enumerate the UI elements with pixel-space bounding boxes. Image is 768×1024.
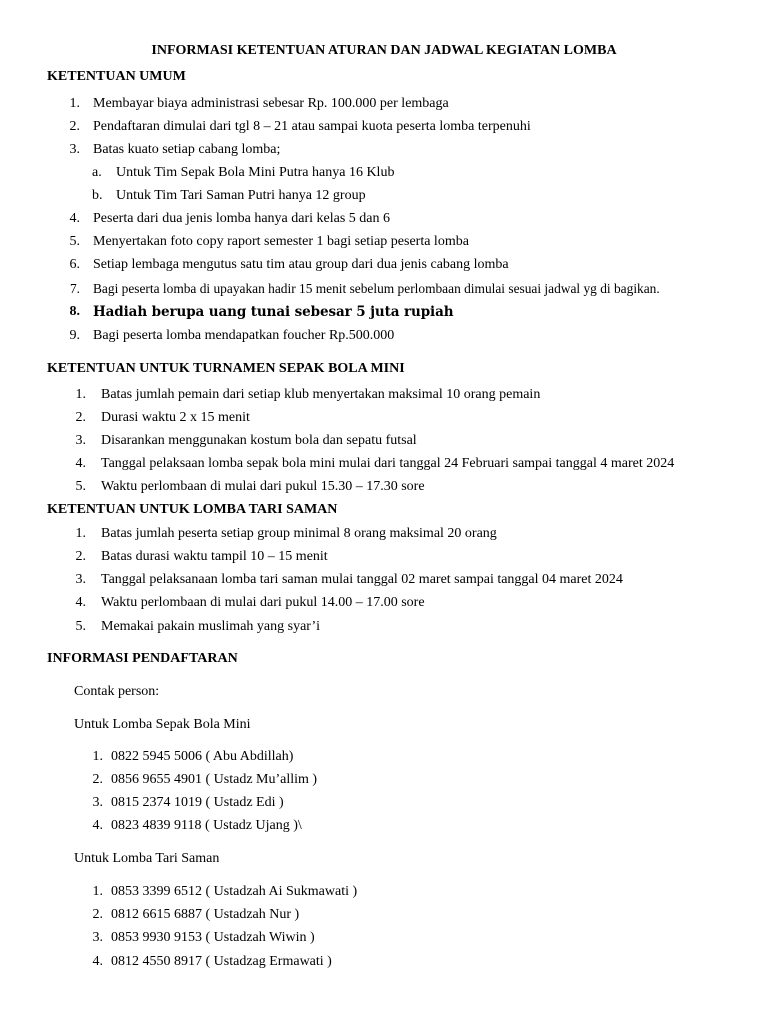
section-heading-umum: KETENTUAN UMUM xyxy=(47,69,186,84)
contact-label: Contak person: xyxy=(74,684,160,699)
document-title: INFORMASI KETENTUAN ATURAN DAN JADWAL KEGIATAN LOMBA xyxy=(151,43,617,58)
document-page: INFORMASI KETENTUAN ATURAN DAN JADWAL KEGIATAN LOMBA KETENTUAN UMUM 1. Membayar biaya administrasi sebesar Rp. 100.000 per lembaga 2. Pendaftaran dimulai dari tgl 8 – 21 atau sampai kuota peserta lomba terpenuhi 3. Batas kuato setiap cabang lomba; a. Untuk Tim Sepak Bola Mini Putra hanya 16 Klub b. Untuk Tim Tari Saman Putri hanya 12 group 4. Peserta dari dua jenis lomba hanya dari kelas 5 dan 6 5. Menyertakan foto copy raport semester 1 bagi setiap peserta lomba 6. Setiap lembaga mengutus satu tim atau group dari dua jenis cabang lomba 7. Bagi peserta lomba di upayakan hadir 15 menit sebelum perlombaan dimulai sesuai jadwal yg di bagikan. 8. Hadiah berupa uang tunai sebesar 5 juta rupiah 9. Bagi peserta lomba mendapatkan foucher Rp.500.000 KETENTUAN UNTUK TURNAMEN SEPAK BOLA MINI 1. Batas jumlah pemain dari setiap klub menyertakan maksimal 10 orang pemain 2. Durasi waktu 2 x 15 menit 3. Disarankan menggunakan kostum bola dan sepatu futsal 4. Tanggal pelaksaan lomba sepak bola mini mulai dari tanggal 24 Februari sampai tanggal 4 maret 2024 5. Waktu perlombaan di mulai dari pukul 15.30 – 17.30 sore KETENTUAN UNTUK LOMBA TARI SAMAN 1. Batas jumlah peserta setiap group minimal 8 orang maksimal 20 orang 2. Batas durasi waktu tampil 10 – 15 menit 3. Tanggal pelaksanaan lomba tari saman mulai tanggal 02 maret sampai tanggal 04 maret 2024 4. Waktu perlombaan di mulai dari pukul 14.00 – 17.00 sore 5. Memakai pakain muslimah yang syar’i INFORMASI PENDAFTARAN Contak person: Untuk Lomba Sepak Bola Mini 1. 0822 5945 5006 ( Abu Abdillah) 2. 0856 9655 4901 ( Ustadz Mu’allim ) 3. 0815 2374 1019 ( Ustadz Edi ) 4. 0823 4839 9118 ( Ustadz Ujang )\ Untuk Lomba Tari Saman 1. 0853 3399 6512 ( Ustadzah Ai Sukmawati ) 2. 0812 6615 6887 ( Ustadzah Nur ) 3. 0853 9930 9153 ( Ustadzah Wiwin ) 4. 0812 4550 8917 ( Ustadzag Ermawati ) xyxy=(0,0,768,1024)
tarisaman-contact-label: Untuk Lomba Tari Saman xyxy=(74,851,220,866)
section-heading-sepakbola: KETENTUAN UNTUK TURNAMEN SEPAK BOLA MINI xyxy=(47,361,405,376)
sepakbola-contact-label: Untuk Lomba Sepak Bola Mini xyxy=(74,717,251,732)
section-heading-pendaftaran: INFORMASI PENDAFTARAN xyxy=(47,651,238,666)
section-heading-tarisaman: KETENTUAN UNTUK LOMBA TARI SAMAN xyxy=(47,502,338,517)
